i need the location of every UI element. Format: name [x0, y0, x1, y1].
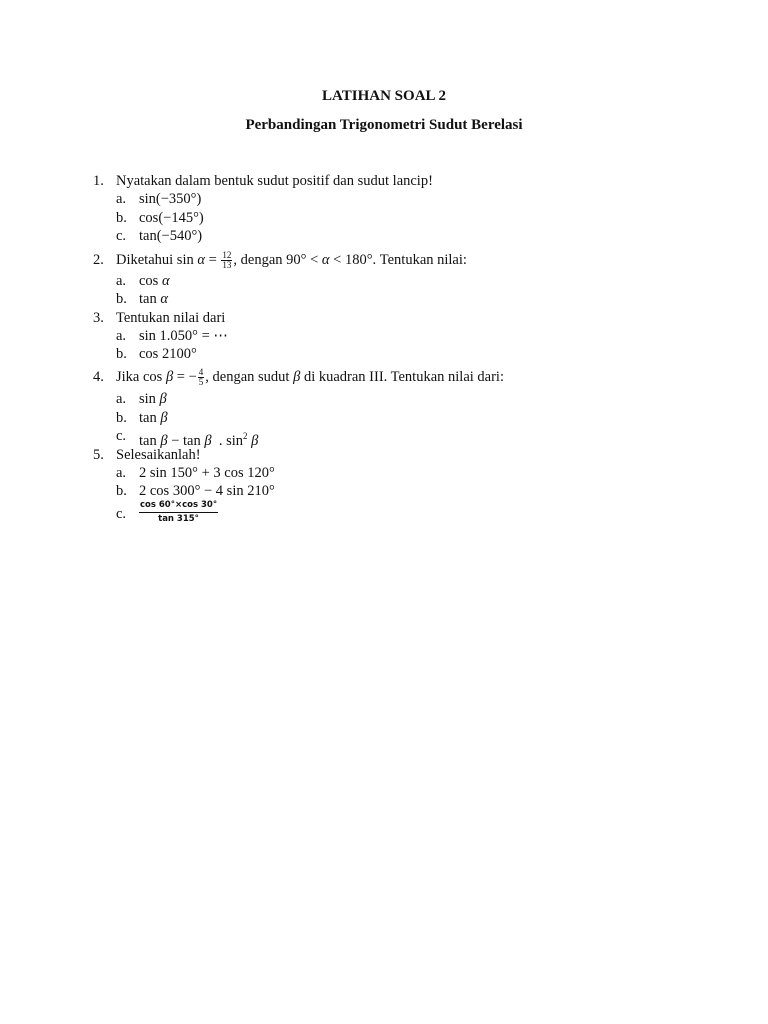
item-letter: c. — [116, 228, 127, 244]
question-4 — [0, 366, 768, 388]
question-1-item-a — [0, 190, 768, 208]
item-letter: b. — [116, 346, 127, 362]
variable-alpha: α — [160, 291, 168, 307]
question-1-item-b — [0, 209, 768, 227]
item-text: sin 1.050° = ⋯ — [139, 328, 228, 344]
fraction-numerator: 12 — [222, 250, 232, 261]
item-letter: a. — [116, 391, 127, 407]
question-1-item-c — [0, 227, 768, 245]
item-letter: a. — [116, 465, 127, 481]
function-name: tan — [139, 432, 161, 449]
item-letter: c. — [116, 506, 127, 522]
fraction-denominator: tan 315° — [158, 514, 199, 524]
text-part: < 180°. Tentukan nilai: — [329, 252, 467, 268]
item-letter: b. — [116, 291, 127, 307]
item-letter: b. — [116, 410, 127, 426]
variable-alpha: α — [321, 252, 330, 268]
item-letter: b. — [116, 210, 127, 226]
text-part: − tan — [167, 432, 205, 449]
fraction-numerator: cos 60°×cos 30° — [139, 500, 218, 513]
question-5-item-b — [0, 482, 768, 500]
item-letter: b. — [116, 483, 127, 499]
question-4-item-c — [0, 427, 768, 449]
text-part: di kuadran III. Tentukan nilai dari: — [300, 369, 504, 385]
question-2 — [0, 249, 768, 271]
variable-alpha: α — [197, 252, 205, 268]
question-3-item-b — [0, 345, 768, 363]
fraction — [139, 500, 218, 525]
item-text — [139, 290, 168, 308]
question-3 — [0, 309, 768, 327]
text-part: Jika cos — [116, 369, 166, 385]
document-title: LATIHAN SOAL 2 — [322, 88, 446, 104]
variable-beta: β — [204, 432, 212, 449]
fraction-denominator: 5 — [198, 377, 204, 388]
variable-beta: β — [251, 432, 259, 449]
question-number: 4. — [93, 369, 104, 385]
question-4-item-a — [0, 390, 768, 408]
question-number: 3. — [93, 310, 104, 326]
fraction — [198, 368, 205, 387]
fraction-numerator: 4 — [198, 367, 204, 378]
function-name: tan — [139, 410, 161, 426]
variable-beta: β — [293, 369, 301, 385]
text-part: Diketahui sin — [116, 252, 198, 268]
question-text: Nyatakan dalam bentuk sudut positif dan sudut lancip! — [116, 173, 433, 189]
function-name: cos — [139, 273, 162, 289]
question-2-item-b — [0, 290, 768, 308]
item-letter: a. — [116, 191, 127, 207]
question-1 — [0, 172, 768, 190]
variable-alpha: α — [161, 273, 170, 289]
item-text: cos 2100° — [139, 346, 197, 362]
question-text: Selesaikanlah! — [116, 447, 201, 463]
question-text — [116, 249, 467, 271]
question-2-item-a — [0, 272, 768, 290]
text-part: = − — [173, 369, 197, 385]
document-subtitle: Perbandingan Trigonometri Sudut Berelasi — [245, 117, 523, 133]
text-part: , dengan 90° < — [233, 252, 322, 268]
item-letter: c. — [116, 428, 127, 444]
exponent: 2 — [243, 431, 248, 441]
text-part: = — [204, 252, 221, 268]
question-4-item-b — [0, 409, 768, 427]
item-letter: a. — [116, 328, 127, 344]
item-text — [139, 409, 168, 427]
text-part: . sin — [211, 432, 244, 449]
fraction — [221, 251, 232, 270]
variable-beta: β — [160, 432, 168, 449]
question-5-item-c — [0, 505, 130, 523]
item-text: 2 sin 150° + 3 cos 120° — [139, 465, 275, 481]
question-5 — [0, 446, 768, 464]
item-letter: a. — [116, 273, 127, 289]
text-part: , dengan sudut — [205, 369, 294, 385]
function-name: sin — [139, 391, 160, 407]
variable-beta: β — [165, 369, 174, 385]
variable-beta: β — [160, 410, 168, 426]
question-text: Tentukan nilai dari — [116, 310, 226, 326]
variable-beta: β — [159, 391, 167, 407]
question-number: 5. — [93, 447, 104, 463]
item-text — [139, 272, 170, 290]
fraction-denominator: 13 — [222, 260, 232, 271]
question-5-item-a — [0, 464, 768, 482]
question-number: 2. — [93, 252, 104, 268]
function-name: tan — [139, 291, 161, 307]
question-3-item-a — [0, 327, 768, 345]
item-text: 2 cos 300° − 4 sin 210° — [139, 483, 275, 499]
item-text: tan(−540°) — [139, 228, 203, 244]
question-number: 1. — [93, 173, 104, 189]
item-text — [139, 390, 167, 408]
question-text — [116, 366, 504, 388]
item-text: cos(−145°) — [139, 210, 204, 226]
item-text: sin(−350°) — [139, 191, 202, 207]
